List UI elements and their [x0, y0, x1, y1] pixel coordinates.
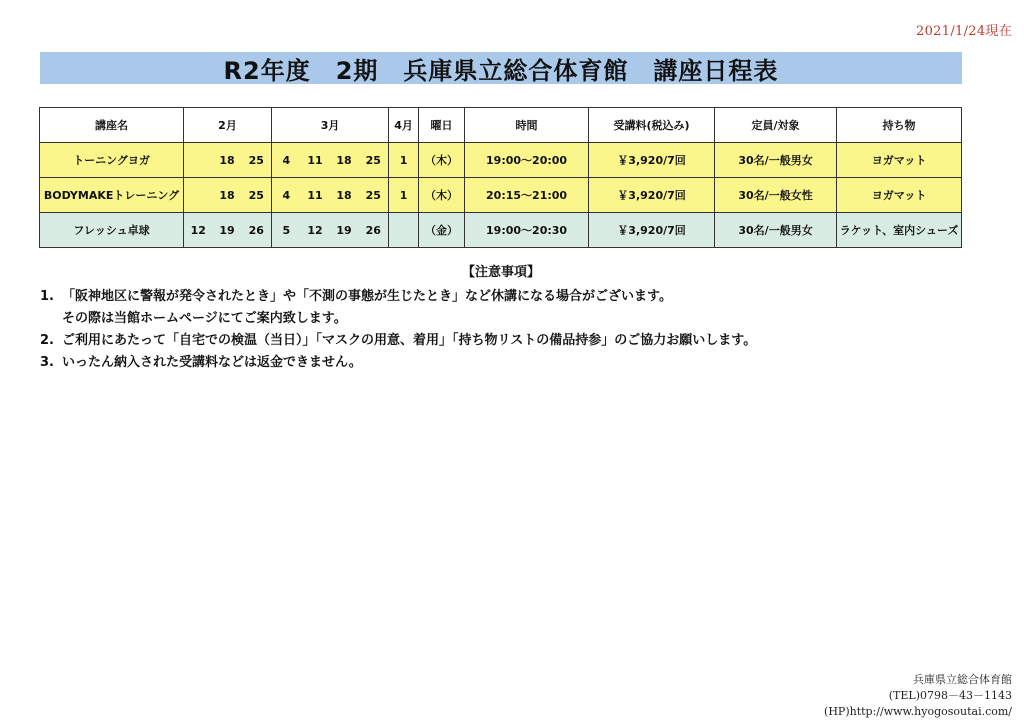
header-items: 持ち物	[837, 108, 962, 143]
time-cell: 19:00～20:30	[465, 213, 589, 248]
date-cell: 25	[242, 178, 272, 213]
date-cell: 12	[301, 213, 330, 248]
date-cell: 19	[330, 213, 359, 248]
footer-tel: (TEL)0798－43－1143	[888, 689, 1012, 702]
header-feb: 2月	[184, 108, 272, 143]
note-item	[40, 330, 962, 352]
header-apr: 4月	[389, 108, 419, 143]
date-cell	[184, 178, 213, 213]
header-time: 時間	[465, 108, 589, 143]
time-cell: 19:00～20:00	[465, 143, 589, 178]
date-cell	[184, 143, 213, 178]
note-number: 3.	[40, 355, 54, 370]
date-cell: 18	[213, 178, 242, 213]
fee-cell: ￥3,920/7回	[589, 178, 715, 213]
schedule-table	[39, 107, 962, 248]
title-band	[40, 52, 962, 84]
time-cell: 20:15～21:00	[465, 178, 589, 213]
course-name: フレッシュ卓球	[40, 213, 184, 248]
date-cell: 12	[184, 213, 213, 248]
date-cell: 4	[272, 143, 301, 178]
date-cell: 4	[272, 178, 301, 213]
table-row	[40, 213, 962, 248]
notes-title: 【注意事項】	[461, 265, 540, 280]
header-weekday: 曜日	[419, 108, 465, 143]
date-cell: 18	[330, 178, 359, 213]
date-cell: 25	[359, 178, 389, 213]
footer-hp-link[interactable]: (HP)http://www.hyogosoutai.com/	[824, 705, 1012, 718]
items-cell: ラケット、室内シューズ	[837, 213, 962, 248]
date-cell	[389, 213, 419, 248]
weekday-cell: （木）	[419, 178, 465, 213]
note-text: 「阪神地区に警報が発令されたとき」や「不測の事態が生じたとき」など休講になる場合がございます。	[62, 289, 672, 304]
capacity-cell: 30名/一般男女	[715, 213, 837, 248]
items-cell: ヨガマット	[837, 143, 962, 178]
footer-contact	[824, 672, 1012, 720]
note-continuation: その際は当館ホームページにてご案内致します。	[62, 311, 347, 326]
course-name: BODYMAKEトレーニング	[40, 178, 184, 213]
header-mar: 3月	[272, 108, 389, 143]
date-cell: 25	[359, 143, 389, 178]
date-cell: 11	[301, 178, 330, 213]
date-cell: 26	[242, 213, 272, 248]
weekday-cell: （金）	[419, 213, 465, 248]
table-row	[40, 178, 962, 213]
note-text: いったん納入された受講料などは返金できません。	[62, 355, 362, 370]
note-item	[40, 352, 962, 374]
note-text: ご利用にあたって「自宅での検温（当日）」「マスクの用意、着用」「持ち物リストの備品持参」のご協力お願いします。	[62, 333, 757, 348]
date-cell: 18	[213, 143, 242, 178]
date-cell: 1	[389, 178, 419, 213]
header-course: 講座名	[40, 108, 184, 143]
date-cell: 18	[330, 143, 359, 178]
date-cell: 5	[272, 213, 301, 248]
course-name: トーニングヨガ	[40, 143, 184, 178]
date-cell: 1	[389, 143, 419, 178]
weekday-cell: （木）	[419, 143, 465, 178]
table-header-row	[40, 108, 962, 143]
table-row	[40, 143, 962, 178]
date-cell: 25	[242, 143, 272, 178]
date-cell: 11	[301, 143, 330, 178]
date-stamp: 2021/1/24現在	[916, 24, 1012, 39]
capacity-cell: 30名/一般男女	[715, 143, 837, 178]
note-item	[40, 286, 962, 308]
notes-section	[40, 262, 962, 374]
date-cell: 26	[359, 213, 389, 248]
note-number: 1.	[40, 289, 54, 304]
items-cell: ヨガマット	[837, 178, 962, 213]
header-capacity: 定員/対象	[715, 108, 837, 143]
fee-cell: ￥3,920/7回	[589, 213, 715, 248]
date-cell: 19	[213, 213, 242, 248]
footer-org: 兵庫県立総合体育館	[913, 673, 1012, 686]
page-title: R2年度 2期 兵庫県立総合体育館 講座日程表	[223, 56, 779, 85]
fee-cell: ￥3,920/7回	[589, 143, 715, 178]
note-number: 2.	[40, 333, 54, 348]
header-fee: 受講料(税込み)	[589, 108, 715, 143]
capacity-cell: 30名/一般女性	[715, 178, 837, 213]
